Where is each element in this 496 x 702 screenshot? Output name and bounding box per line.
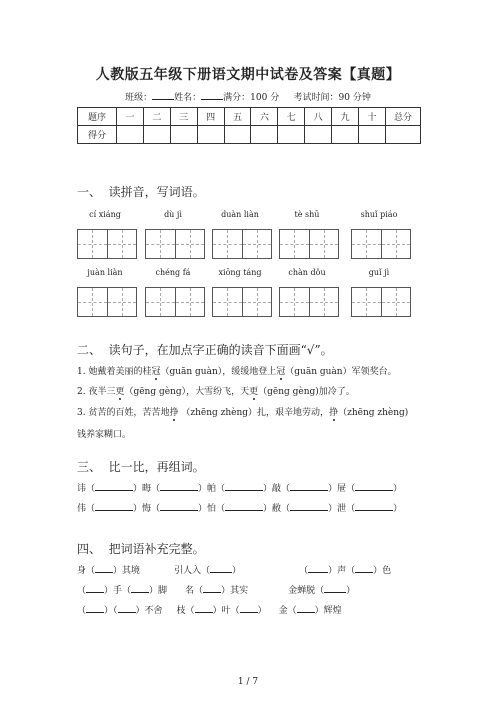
dotted-char: 挣: [329, 408, 339, 418]
idiom-text: 身（: [77, 566, 96, 576]
idiom-text: ）: [257, 606, 267, 616]
score-cell[interactable]: [305, 126, 332, 144]
sentence-text: 3. 贫苦的百姓，苦苦地: [77, 408, 170, 418]
idiom-text: ）手（: [104, 586, 132, 596]
sentence-2: [77, 384, 355, 397]
pinyin-label: xiōng táng: [218, 268, 262, 277]
idiom-text: ）叶（: [212, 606, 240, 616]
answer-blank[interactable]: [210, 563, 232, 573]
char-text: ）: [393, 504, 403, 514]
exam-time: 考试时间：90 分钟: [293, 93, 371, 103]
score-cell[interactable]: [224, 126, 251, 144]
idiom-text: ）色: [373, 566, 392, 576]
score-cell[interactable]: [332, 126, 359, 144]
section-title: 读句子，在加点字正确的读音下面画“√”。: [108, 343, 333, 357]
section-number: 二、: [77, 343, 102, 357]
answer-blank[interactable]: [290, 481, 328, 491]
pinyin-label: cí xiáng: [89, 210, 121, 219]
score-table: [77, 107, 421, 144]
answer-blank[interactable]: [86, 603, 104, 613]
class-blank[interactable]: [152, 91, 174, 100]
idiom-text: ）不舍: [135, 606, 163, 616]
idiom-text: 枝（: [176, 606, 195, 616]
answer-blank[interactable]: [297, 603, 315, 613]
char-text: ）: [393, 484, 403, 494]
answer-blank[interactable]: [308, 563, 328, 573]
sentence-text: （gēng gèng），大雪纷飞，天: [124, 387, 250, 397]
dotted-char: 挣: [169, 408, 179, 418]
answer-blank[interactable]: [160, 501, 198, 511]
table-cell: 三: [170, 108, 197, 126]
table-cell: 题序: [78, 108, 117, 126]
writing-grid[interactable]: [279, 287, 339, 317]
pinyin-label: duàn liàn: [221, 210, 259, 219]
idiom-text: ）声（: [328, 566, 356, 576]
answer-blank[interactable]: [95, 501, 133, 511]
section-title: 比一比，再组词。: [108, 460, 205, 474]
writing-grid[interactable]: [145, 287, 205, 317]
char-text: ）悔（: [133, 504, 161, 514]
pinyin-label: chàn dǒu: [288, 268, 326, 277]
idiom-row-3: [77, 603, 342, 616]
dotted-char: 冠: [151, 367, 161, 377]
answer-blank[interactable]: [160, 481, 198, 491]
section-number: 一、: [77, 185, 102, 199]
idiom-text: 金蝉脱（: [288, 586, 325, 596]
answer-blank[interactable]: [95, 481, 133, 491]
writing-grid[interactable]: [351, 229, 411, 259]
idiom-text: ）（: [104, 606, 118, 616]
char-text: 讳（: [77, 484, 96, 494]
name-label: 姓名：: [174, 93, 202, 103]
score-cell[interactable]: [197, 126, 224, 144]
compare-row-2: [77, 501, 402, 514]
sentence-1: [77, 364, 397, 377]
dotted-char: 更: [115, 387, 125, 397]
pinyin-label: chéng fá: [155, 268, 191, 277]
sentence-3: [77, 405, 408, 418]
sentence-3-cont: 钱养家糊口。: [77, 430, 132, 440]
table-cell: 五: [224, 108, 251, 126]
dotted-char: 更: [249, 387, 259, 397]
sentence-text: （zhēng zhèng）扎，艰辛地劳动，: [181, 408, 330, 418]
score-cell[interactable]: [278, 126, 305, 144]
answer-blank[interactable]: [324, 583, 346, 593]
pinyin-label: juàn liàn: [87, 268, 123, 277]
table-cell: 七: [278, 108, 305, 126]
char-text: ）泄（: [328, 504, 356, 514]
table-cell: 总分: [386, 108, 421, 126]
writing-grid[interactable]: [77, 229, 137, 259]
section-1-heading: [77, 183, 205, 200]
idiom-text: （: [299, 566, 309, 576]
page-number: 1 / 7: [237, 677, 259, 687]
writing-grid[interactable]: [212, 229, 272, 259]
idiom-row-1: [77, 563, 391, 576]
writing-grid[interactable]: [212, 287, 272, 317]
pinyin-label: guǐ jì: [368, 268, 390, 277]
section-3-heading: [77, 458, 205, 475]
answer-blank[interactable]: [290, 501, 328, 511]
table-cell: 二: [143, 108, 170, 126]
score-cell[interactable]: [359, 126, 386, 144]
idiom-text: （: [77, 586, 87, 596]
idiom-text: ）其境: [113, 566, 141, 576]
writing-grid[interactable]: [351, 287, 411, 317]
idiom-text: ）辉煌: [314, 606, 342, 616]
sentence-text: 2. 夜半三: [77, 387, 116, 397]
pinyin-label: dù jì: [164, 210, 182, 219]
table-cell: 八: [305, 108, 332, 126]
answer-blank[interactable]: [225, 481, 263, 491]
table-cell: 一: [117, 108, 144, 126]
idiom-text: 引人入（: [174, 566, 211, 576]
score-cell[interactable]: [251, 126, 278, 144]
answer-blank[interactable]: [86, 583, 104, 593]
answer-blank[interactable]: [355, 563, 373, 573]
idiom-text: ）其实: [221, 586, 249, 596]
compare-row-1: [77, 481, 402, 494]
section-title: 把词语补充完整。: [108, 542, 205, 556]
name-blank[interactable]: [201, 91, 223, 100]
table-cell: 十: [359, 108, 386, 126]
table-cell: 得分: [78, 126, 117, 144]
page-title: 人教版五年级下册语文期中试卷及答案【真题】: [95, 67, 401, 83]
writing-grid[interactable]: [279, 229, 339, 259]
score-cell[interactable]: [386, 126, 421, 144]
section-2-heading: [77, 341, 333, 358]
char-text: ）屉（: [328, 484, 356, 494]
pinyin-label: tè shū: [294, 210, 320, 219]
answer-blank[interactable]: [240, 603, 258, 613]
section-number: 四、: [77, 542, 102, 556]
score-cell[interactable]: [143, 126, 170, 144]
idiom-text: ）脚: [149, 586, 168, 596]
answer-blank[interactable]: [118, 603, 136, 613]
answer-blank[interactable]: [95, 563, 113, 573]
char-text: 伟（: [77, 504, 96, 514]
full-score: 满分：100 分: [223, 93, 280, 103]
sentence-text: 1. 她戴着美丽的桂: [77, 367, 152, 377]
table-cell: 六: [251, 108, 278, 126]
answer-blank[interactable]: [195, 603, 213, 613]
answer-blank[interactable]: [131, 583, 149, 593]
sentence-text: （guān guàn），缓缓地登上: [160, 367, 277, 377]
char-text: ）敝（: [263, 504, 291, 514]
score-cell[interactable]: [170, 126, 197, 144]
section-number: 三、: [77, 460, 102, 474]
class-label: 班级：: [125, 93, 153, 103]
sentence-text: （guān guàn）军领奖台。: [285, 367, 397, 377]
sentence-text: （zhēng zhèng): [338, 408, 409, 418]
writing-grid[interactable]: [145, 229, 205, 259]
answer-blank[interactable]: [225, 501, 263, 511]
char-text: ）帕（: [198, 484, 226, 494]
idiom-row-2: [77, 583, 355, 596]
idiom-text: 名（: [185, 586, 204, 596]
answer-blank[interactable]: [355, 501, 393, 511]
char-text: ）敲（: [263, 484, 291, 494]
table-cell: 四: [197, 108, 224, 126]
score-header-row: [78, 108, 421, 126]
exam-info: [0, 90, 496, 103]
idiom-text: （: [77, 606, 87, 616]
dotted-char: 冠: [276, 367, 286, 377]
answer-blank[interactable]: [203, 583, 221, 593]
section-title: 读拼音，写词语。: [108, 185, 205, 199]
idiom-text: 金（: [278, 606, 297, 616]
sentence-text: （gēng gèng)加冷了。: [258, 387, 355, 397]
table-cell: 九: [332, 108, 359, 126]
answer-blank[interactable]: [355, 481, 393, 491]
idiom-text: ）: [232, 566, 242, 576]
score-cell[interactable]: [117, 126, 144, 144]
pinyin-label: shuǐ piáo: [360, 210, 398, 219]
idiom-text: ）: [346, 586, 356, 596]
section-4-heading: [77, 540, 205, 557]
score-value-row: [78, 126, 421, 144]
writing-grid[interactable]: [77, 287, 137, 317]
char-text: ）晦（: [133, 484, 161, 494]
char-text: ）怕（: [198, 504, 226, 514]
